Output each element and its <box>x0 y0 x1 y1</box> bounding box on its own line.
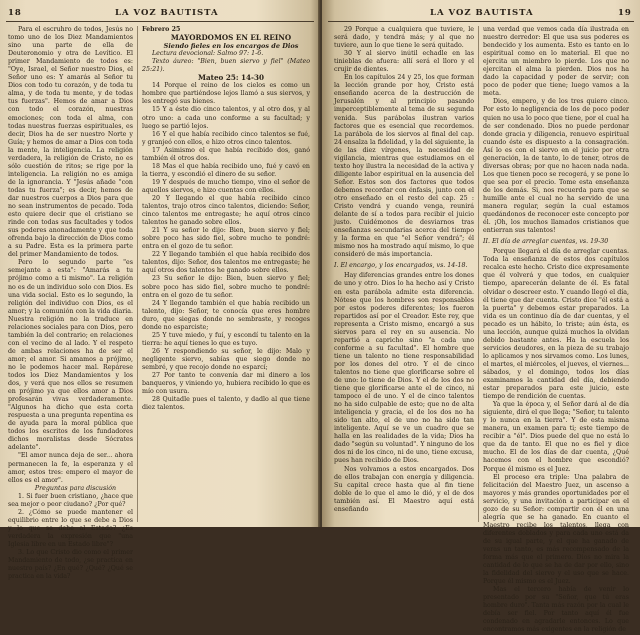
verse-21: 21 Y su señor le dijo: Bien, buen siervo y fiel; sobre poco has sido fiel, sobre mucho te pondré: entra en el gozo de tu señor. <box>142 227 310 251</box>
left-column-separator <box>137 26 138 522</box>
verse-15: 15 Y a éste dio cinco talentos, y al otro dos, y al otro uno: a cada uno conforme a su facultad; y luego se partió lejos. <box>142 106 310 130</box>
verse-14: 14 Porque el reino de los cielos es como un hombre que partiéndose lejos llamó a sus siervos, y les entregó sus bienes. <box>142 82 310 106</box>
left-column-2 <box>142 26 310 524</box>
question-1: 1. Si fuer buen cristiano, ¿hace que sea mejor o peor ciudano? ¿Por qué? <box>8 492 133 508</box>
question-2: 2. ¿Cómo se puede mantener el equilibrio entre lo que se debe a Dios y lo que se debe al Estado? ¿Es verdadera la expresión que "una Iglesia libre en un Estado libre"? <box>8 508 133 548</box>
left-col1-para-1: Para el escruhro de todos, Jesús no tomo uno de los Diez Mandamientos sino una parte de ella de Deuteronomio y otra de Levítico. El primer Mandamiento de todos es: "Oye, Israel, el Señor nuestro Dios, el Señor uno es: Y amarás al Señor tu Dios con todo tu corazón, y de toda tu alma, y de toda tu mente, y de todas tus fuerzas". Hemos de amar a Dios con todo el corazón, nuestras emociones; con toda el alma, con todas nuestras fuerzas espirituales, es decir, Dios ha de ser nuestro Norte y Guía; y hemos de amar a Dios con toda la mente, la inteligencia. La religión verdadera, la religión de Cristo, no es sólo cuestión de ritos; se rige por la inteligencia. La religión no es amiga de la ignorancia. Y "Jesús añade "con todas tu fuerza"; es decir, hemos de dar nuestros cuerpos a Dios para que no sean instrumentos de pecado. Toda esto quiere decir que el cristiano se rinde con todas sus facultades y todos sus poderes anonadamente y que toda ofrenda bajo la dirección de Dios como a su Padre. Esta es la primera parte del primer Mandamiento de todos. <box>8 26 133 259</box>
verse-18: 18 Mas el que había recibido uno, fué y cavó en la tierra, y escondió el dinero de su señor. <box>142 162 310 178</box>
left-header-rule <box>6 21 314 22</box>
verse-28: 28 Quitadle pues el talento, y dadlo al que tiene diez talentos. <box>142 396 310 412</box>
golden-text: Texto áureo: "Bien, buen siervo y fiel" (Mateo 25:21). <box>142 58 310 74</box>
question-3: 3. Lo que Cristo dio como el primer Mandamiento de todo, ¿se practica en nuestro país? ¿En qué? ¿Qué? ¿Qué se practica en la vida? <box>8 549 133 581</box>
section-head-2: II. El día de arreglar cuentas, vs. 19-30 <box>483 238 609 246</box>
right-column-1 <box>334 26 474 524</box>
right-col1-para-3: Nos volvamos a estos encargados. Dos de ellos trabajan con energía y diligencia. Su capital crece hasta que al fin tiene doble de lo que el amo le dió, y el de dos también así. El Maestro aquí está enseñando <box>334 465 474 513</box>
verse-27: 27 Por tanto te convenía dar mi dinero a los banqueros, y viniendo yo, hubiera recibido lo que es mío con usura. <box>142 372 310 396</box>
verse-16: 16 Y el que había recibido cinco talentos se fué, y granjeó con ellos, e hizo otros cinco talentos. <box>142 130 310 146</box>
verse-17: 17 Asimismo el que había recibido dos, ganó también él otros dos. <box>142 146 310 162</box>
devotional-reading: Lectura devocional: Salmo 97: 1-6. <box>152 50 264 58</box>
left-col1-para-2: Pero lo segundo parte "es semejante a esta": "Amarás a tu prójimo como a ti mismo". La religión no es de un individuo solo con Dios. Es una vida social. Esto es lo segundo, la religión del individuo con Dios, es el amor; y la comunión con la vida diaria. Nuestra religión no la traduce en relaciones sociales para con Dios, pero también la del contrario; en relaciones con el vecino de al lado. Y el respeto de ambas relaciones ha de ser el amor; el amor. Si amamos a prójimo, no le podemos hacer mal. Repárese todos los Diez Mandamientos y los dos, y verá que nos ellos se resumen en prójimo ya que ellos amor a Dios profesarán vivas verdaderamente. "Algunos ha dicho que esta corta respuesta a una pregunta repentina es de ayuda para la moral pública que todos los escritos de los fundadores dichos moralistas desde Sócrates adelante". <box>8 259 133 452</box>
right-column-separator <box>478 26 479 522</box>
right-col2-para-2: Dios, empero, y de los tres quiero cinco. Por esto lo negligencia de los de poco poder quien no usa lo poco que tiene, por el cual ha de ser condenado. Dios no puede perdonar donde gracia y diligencia, renuevo espiritual cuando éste es dispuesto a la consagración. Así lo es con el siervo en el juicio por otra generación, la de tanto, lo de tener, otros de diversas obras; por que no hacen nada nada. Los que tienen poco se recogerá, y se pone lo que sea por el precio. Tome esta enseñanza de los demás. Si, nos recuerda para que se humille ante el cual no ha servido de una manera regular, según la cual estamos quedándonos de reconocer este concepto por él. ¡Oh, los muchos llamados cristianos que entierran sus talentos! <box>483 98 629 235</box>
right-page-number: 19 <box>618 8 632 18</box>
left-col1-para-3: "El amor nunca deja de ser... ahora permanecen la fe, la esperanza y el amor, estos tres: empero el mayor de ellos es el amor". <box>8 452 133 484</box>
right-column-2 <box>483 26 629 634</box>
verse-19: 19 Y después de mucho tiempo, vino el señor de aquellos siervos, e hizo cuentas con ellos. <box>142 178 310 194</box>
right-col2-para-4: Ya que la época y, el Señor dará al de día siguiente, dirá el que llega; "Señor, tu talento y lo nunca en la tierra". Y de esta misma manera, un examen para ti; este tiempo de recibir a "él". Dios puede del que no está lo que da de tanto. El que no es fiel y dice mucho. El de los días de dar cuenta, ¿Qué hacemos con el hombre que escondió? Porque él mismo es el Juez. <box>483 401 629 473</box>
right-col1-para-1: En los capítulos 24 y 25, los que forman la lección grande por hoy, Cristo está enseñando acerca de la destrucción de Jerusalén y al principio pasando imperceptiblemente al tema de su segunda venida. Sus parábolas ilustran varios factores que es esencial que recordemos. La parábola de los siervos al final del cap. 24 ensalza la fidelidad, y la del siguiente, la de las diez vírgenes, la necesidad de vigilancia, mientras que estudiamos en el texto hoy ilustra la necesidad de la activa y diligente labor espiritual en la ausencia del Señor. Estos son dos factores que todos debemos recordar con énfasis, junto con el otro enseñado en el resto del cap. 25 : Cristo vendrá y cuando venga, reunirá delante de sí a todos para recibir el juicio justo. Cuidémonos de desviarnos tras enseñanzas secundarias acerca del tiempo y la forma en que "el Señor vendrá"; él mismo nos ha mostrado aquí mismo, lo que consideró de más importancia. <box>334 74 474 259</box>
right-running-head: LA VOZ BAUTISTA <box>430 8 534 18</box>
right-col2-para-1: una verdad que vemos cada día ilustrada en nuestro derredor: El que usa sus poderes es bendecido y los aumenta. Esto es tanto en lo espiritual como en lo material. El que no ejercita un miembro lo pierde. Los que no ejercitan el alma la pierden. Dios nos ha dado la capacidad y poder de servir; con poco de poder que tiene; luego vamos a la meta. <box>483 26 629 98</box>
right-col2-para-5: El proceso era triple: Una palabra de felicitación del Maestro Juez, un ascenso a mayores y más grandes oportunidades por el servicio, y una invitación a participar en el gozo de su Señor: compartir con él en una alegría que se ha ganado. En cuanto el Maestro recibe los talentos, llega con diferentes doblados y para cada uno está da de su igual parte, y el que ha ganado de veras un tanto, es más recompensado de la forma más que el primero. Dios no mira la cantidad de lo que se ha de dar por ello, sino la fidelidad del siervo y el uso que se hace. Porque él mismo es el Juez. <box>483 473 629 586</box>
section-head-1: I. El encargo, y los encargados, vs. 14-18. <box>334 262 468 270</box>
right-col2-para-3: Porque llegará el día de arreglar cuentas. Toda la enseñanza de estos dos capítulos recalca este hecho. Cristo dice expresamente que él volverá y que todos, en cualquier tiempo, aparecerán delante de él. Es fatal olvidar o descreer esto. Y cuando llegó el día, él tiene que dar cuenta. Cristo dice "él está a la puerta" y debemos estar preparados. La vida es un continuo día de dar cuentas, y el pecado es un hábito, lo triste; aún ésta, es una lección, aunque quizá muchos la olvidan debido bastante antes. Ha la escuela los servicios deudores, en la pieza de su trabajo lo aplicamos y nos sirvamos como. Los lunes, el martes, el miércoles, el jueves, el viernes... sábados, y el domingo, todos los días examinamos la cantidad del día, debiendo estar preparados para este juicio, este tiempo de rendición de cuentas. <box>483 248 629 401</box>
verse-22: 22 Y llegando también el que había recibido dos talentos, dijo: Señor, dos talentos me entregaste; he aquí otros dos talentos he ganado sobre ellos. <box>142 251 310 275</box>
lesson-title: MAYORDOMOS EN EL REINO <box>170 33 292 43</box>
right-page <box>322 0 640 634</box>
left-page <box>0 0 320 581</box>
verse-30: 30 Y al siervo inútil echadle en las tinieblas de afuera: allí será el lloro y el crujir de dientes. <box>334 50 474 74</box>
verse-26: 26 Y respondiendo su señor, le dijo: Malo y negligente siervo, sabías que siego donde no sembré, y que recojo donde no esparcí; <box>142 347 310 371</box>
lesson-subtitle: Siendo fieles en los encargos de Dios <box>163 42 299 51</box>
right-col2-para-6: Mas el tercero había de venir lo presentado por su "Señor, que tú eras hombre duro". Tanta más razón por la cual le debía ser fiel. Por tanto aquí él fue condenado en agradarle entonces. Lo que encontramos más exigentes en la religión de <box>483 586 629 634</box>
verse-29: 29 Porque a cualquiera que tuviere, le será dado, y tendrá más; y al que no tuviere, aun lo que tiene le será quitado. <box>334 26 474 50</box>
verse-23: 23 Su señor le dijo: Bien, buen siervo y fiel; sobre poco has sido fiel, sobre mucho te pondré: entra en el gozo de tu señor. <box>142 275 310 299</box>
verse-20: 20 Y llegando el que había recibido cinco talentos, trajo otros cinco talentos, diciendo: Señor, cinco talentos me entregaste; he aquí otros cinco talentos he ganado sobre ellos. <box>142 194 310 227</box>
verse-25: 25 Y tuve miedo, y fuí, y escondí tu talento en la tierra: he aquí tienes lo que es tuyo. <box>142 331 310 347</box>
left-column-1 <box>8 26 133 581</box>
left-page-number: 18 <box>8 8 22 18</box>
passage-title: Mateo 25: 14-30 <box>198 73 264 83</box>
verse-24: 24 Y llegando también el que había recibido un talento, dijo: Señor, te conocía que eres hombre duro, que siegas donde no sembraste, y recoges donde no esparciste; <box>142 299 310 331</box>
questions-title: Preguntas para discusión <box>34 484 117 492</box>
right-col1-para-2: Hay diferencias grandes entre los dones de uno y otro. Dios lo ha hecho así y Cristo en esta parábola admite esta diferencia. Nótese que los hombres son responsables por estos poderes diferentes; los fueron repartidos así por el Creador. Este rey, que representa a Cristo mismo, encargó a sus siervos para el rey en su ausencia. No repartió a capricho sino "a cada uno conforme a su facultad". El hombre que tiene un talento no tiene responsabilidad por los dones del otro. Y el de cinco talentos no tiene que glorificarse sobre el de uno: lo tiene de Dios. Y el de los dos no tiene que glorificarse ante el de cinco, ni tampoco el de uno. Y el de cinco talentos no ha sido culpable de esto; que no de alta inteligencia y gracia, el de los dos no ha sido tan alto, el de uno no ha sido tan inteligente. Aquí se ve un cuadro que se halla en las realidades de la vida; Dios ha dado "según su voluntad". Y ninguno de los dos ni de los cinco, ni de uno, tiene excusa, pues han recibido de Dios. <box>334 272 474 465</box>
right-header-rule <box>328 21 634 22</box>
lesson-date: Febrero 25 <box>142 26 181 33</box>
left-running-head: LA VOZ BAUTISTA <box>115 8 219 18</box>
